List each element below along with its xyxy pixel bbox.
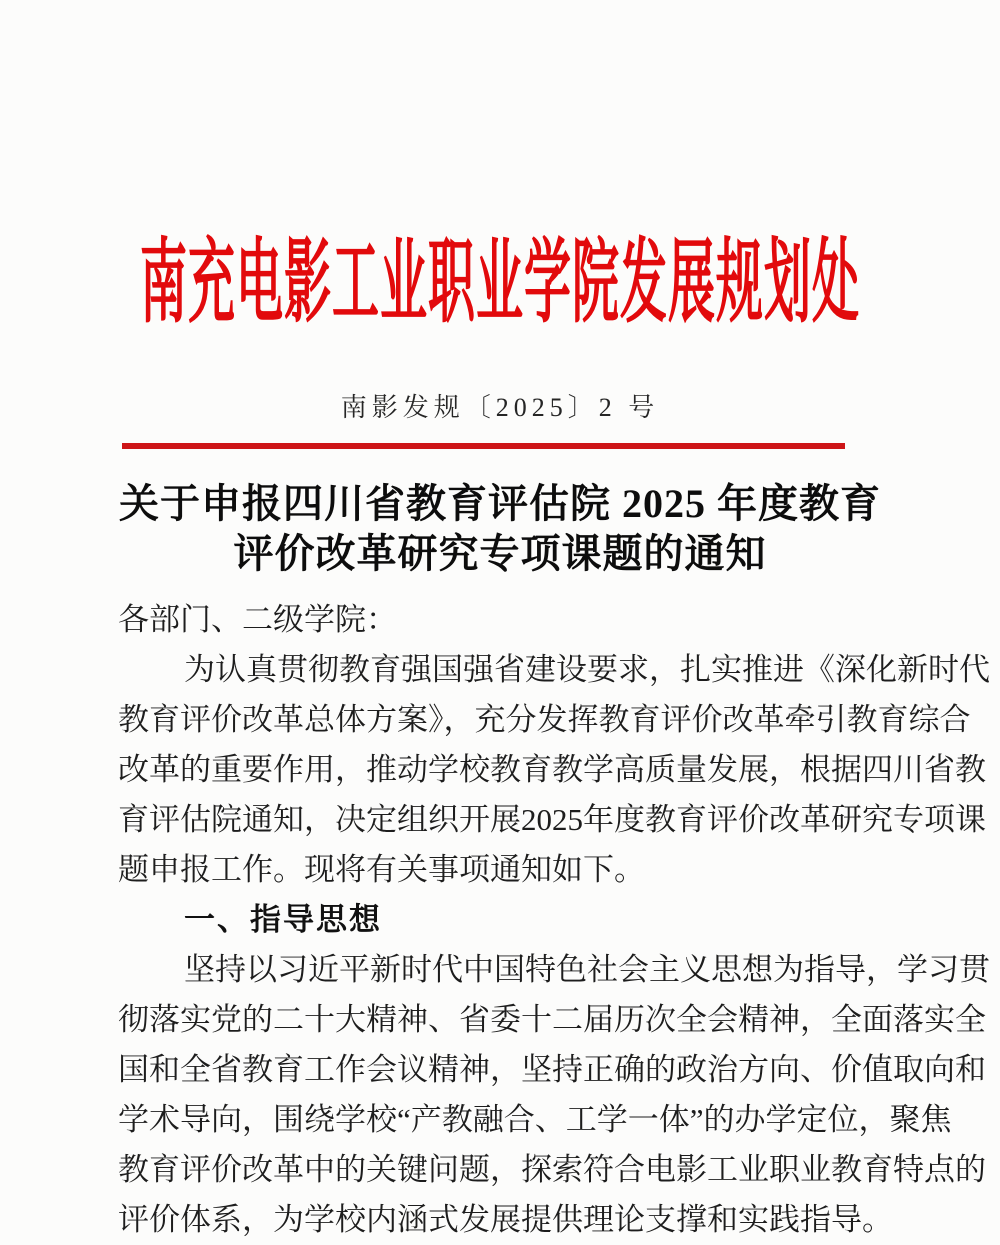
org-title: 南充电影工业职业学院发展规划处 — [140, 233, 860, 335]
document-title-line2: 评价改革研究专项课题的通知 — [233, 531, 767, 576]
body-line: 教育评价改革中的关键问题，探索符合电影工业职业教育特点的 — [118, 1152, 986, 1187]
body-line: 学术导向，围绕学校“产教融合、工学一体”的办学定位，聚焦 — [118, 1102, 952, 1137]
document-title-line1: 关于申报四川省教育评估院 2025 年度教育 — [119, 481, 881, 526]
body-line: 国和全省教育工作会议精神，坚持正确的政治方向、价值取向和 — [118, 1052, 986, 1087]
salutation-line: 各部门、二级学院： — [118, 602, 397, 637]
body-line: 评价体系，为学校内涵式发展提供理论支撑和实践指导。 — [118, 1202, 893, 1237]
body-line: 题申报工作。现将有关事项通知如下。 — [118, 852, 645, 887]
body-line: 彻落实党的二十大精神、省委十二届历次全会精神，全面落实全 — [118, 1002, 986, 1037]
letterhead — [0, 205, 1000, 345]
document-body — [118, 595, 990, 1245]
body-line: 坚持以习近平新时代中国特色社会主义思想为指导，学习贯 — [184, 952, 990, 987]
red-divider-line — [122, 443, 845, 449]
doc-number: 南影发规〔2025〕2 号 — [340, 393, 660, 422]
section-heading: 一、指导思想 — [184, 902, 382, 937]
body-line: 教育评价改革总体方案》，充分发挥教育评价改革牵引教育综合 — [118, 702, 971, 737]
body-line: 改革的重要作用，推动学校教育教学高质量发展，根据四川省教 — [118, 752, 986, 787]
document-title — [50, 479, 950, 579]
body-line: 为认真贯彻教育强国强省建设要求，扎实推进《深化新时代 — [184, 652, 990, 687]
body-line: 育评估院通知，决定组织开展2025年度教育评价改革研究专项课 — [118, 802, 986, 837]
